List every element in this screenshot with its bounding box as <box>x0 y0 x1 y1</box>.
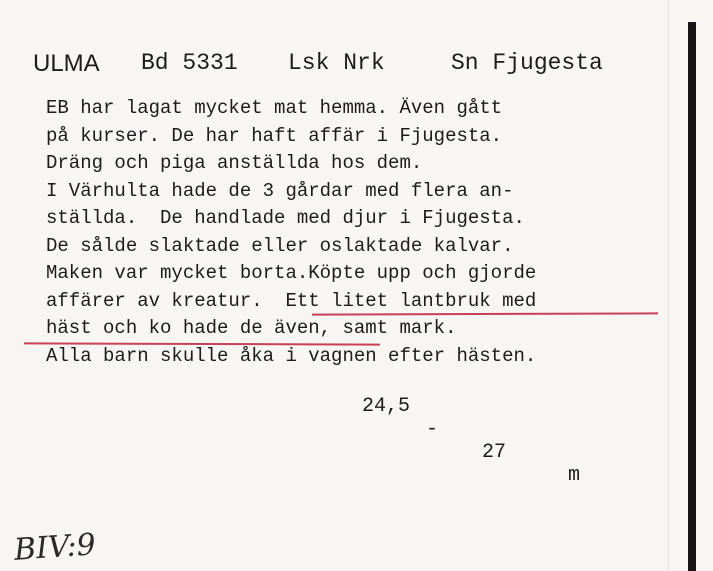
archive-code: ULMA <box>33 50 100 77</box>
text-line: häst och ko hade de även, samt mark. <box>46 317 457 339</box>
text-line: affärer av kreatur. Ett litet lantbruk med <box>46 289 537 312</box>
parish-name: Sn Fjugesta <box>451 50 603 76</box>
record-number: Bd 5331 <box>141 50 238 76</box>
card-fold-line <box>668 0 669 571</box>
text-line: De sålde slaktade eller oslaktade kalvar. <box>46 234 514 257</box>
text-line: EB har lagat mycket mat hemma. Även gått <box>46 97 503 119</box>
measurement-line <box>362 372 581 510</box>
text-line: på kurser. De har haft affär i Fjugesta. <box>46 124 503 147</box>
card-edge-bar <box>688 22 696 571</box>
measure-dash: - <box>426 418 439 441</box>
card-body-text <box>46 95 536 370</box>
text-line: ställda. De handlade med djur i Fjugesta. <box>46 207 525 229</box>
text-line: Maken var mycket borta.Köpte upp och gjorde <box>46 262 537 284</box>
text-line: Alla barn skulle åka i vagnen efter hästen. <box>46 344 537 367</box>
region-code: Lsk Nrk <box>288 50 385 76</box>
measure-to: 27 <box>482 441 507 464</box>
text-line: I Värhulta hade de 3 gårdar med flera an- <box>46 179 514 202</box>
text-line: Dräng och piga anställda hos dem. <box>46 152 423 174</box>
measure-unit: m <box>568 464 581 487</box>
handwritten-signature: BIV:9 <box>12 527 97 568</box>
measure-from: 24,5 <box>362 395 411 418</box>
